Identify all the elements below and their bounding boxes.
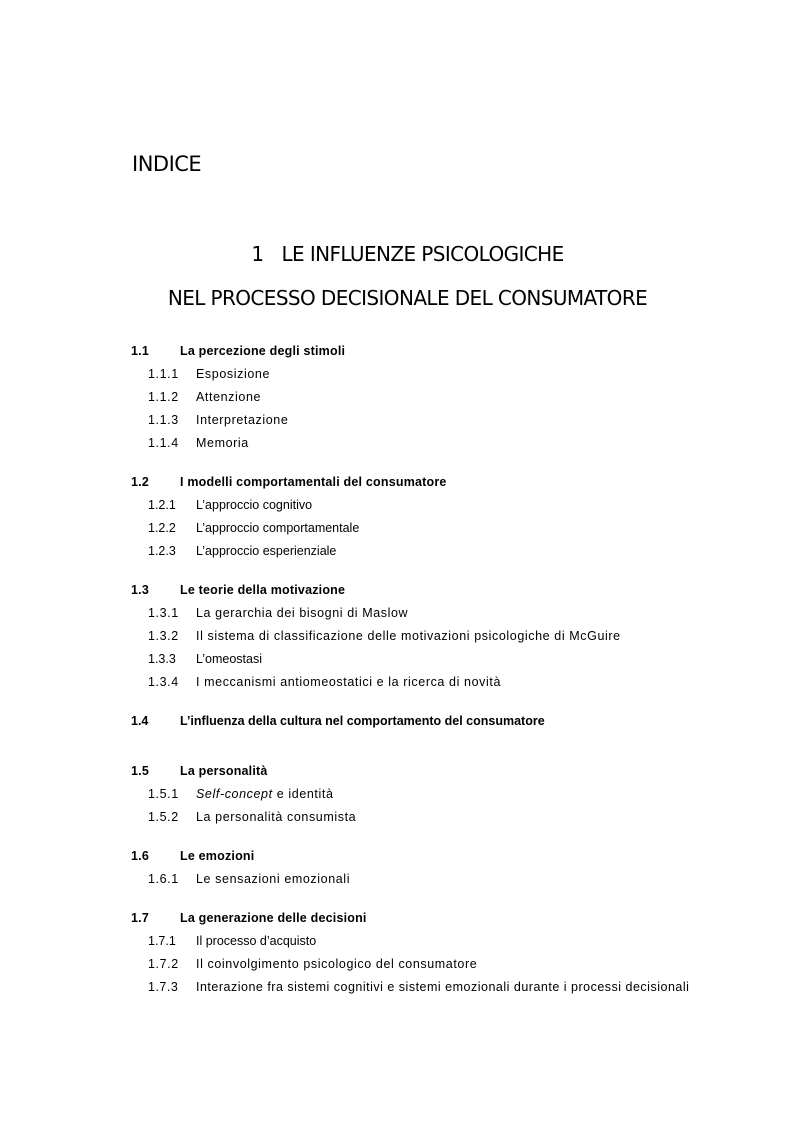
subsection-number: 1.1.4 — [148, 436, 179, 450]
subsection-title: Memoria — [196, 436, 249, 450]
section-title: La generazione delle decisioni — [180, 911, 367, 925]
chapter-title-line1 — [11, 242, 793, 266]
subsection-title: Interpretazione — [196, 413, 289, 427]
toc-subsection-1-3-4[interactable] — [148, 674, 501, 690]
toc-subsection-1-7-2[interactable] — [148, 956, 477, 972]
subsection-number: 1.7.2 — [148, 957, 179, 971]
chapter-number: 1 — [251, 242, 264, 266]
subsection-title: L’approccio cognitivo — [196, 498, 313, 512]
subsection-title: Le sensazioni emozionali — [196, 872, 351, 886]
section-title: L’influenza della cultura nel comportamento del consumatore — [180, 714, 545, 728]
toc-subsection-1-3-3[interactable] — [148, 651, 262, 667]
section-title: La percezione degli stimoli — [180, 344, 346, 358]
toc-subsection-1-1-2[interactable] — [148, 389, 261, 405]
section-number: 1.3 — [131, 583, 149, 597]
toc-section-1-4[interactable] — [131, 713, 545, 729]
subsection-title: L’approccio esperienziale — [196, 544, 337, 558]
index-heading: INDICE — [132, 152, 202, 176]
toc-section-1-1[interactable] — [131, 343, 345, 359]
toc-section-1-6[interactable] — [131, 848, 254, 864]
subsection-title: Esposizione — [196, 367, 271, 381]
toc-subsection-1-2-1[interactable] — [148, 497, 312, 513]
toc-subsection-1-6-1[interactable] — [148, 871, 350, 887]
subsection-number: 1.2.3 — [148, 544, 176, 558]
toc-subsection-1-1-3[interactable] — [148, 412, 288, 428]
toc-subsection-1-5-2[interactable] — [148, 809, 356, 825]
section-title: Le teorie della motivazione — [180, 583, 346, 597]
toc-section-1-5[interactable] — [131, 763, 268, 779]
toc-section-1-2[interactable] — [131, 474, 447, 490]
subsection-number: 1.7.1 — [148, 934, 176, 948]
subsection-number: 1.2.2 — [148, 521, 176, 535]
subsection-title-italic: Self-concept — [196, 787, 273, 801]
subsection-number: 1.6.1 — [148, 872, 179, 886]
subsection-number: 1.3.1 — [148, 606, 179, 620]
toc-subsection-1-7-1[interactable] — [148, 933, 316, 949]
subsection-number: 1.1.1 — [148, 367, 179, 381]
section-title: Le emozioni — [180, 849, 255, 863]
section-number: 1.6 — [131, 849, 149, 863]
section-number: 1.4 — [131, 714, 149, 728]
subsection-number: 1.1.3 — [148, 413, 179, 427]
section-title: La personalità — [180, 764, 268, 778]
subsection-title: La personalità consumista — [196, 810, 357, 824]
subsection-title: e identità — [272, 787, 334, 801]
section-number: 1.7 — [131, 911, 149, 925]
toc-section-1-3[interactable] — [131, 582, 345, 598]
subsection-title: Il processo d’acquisto — [196, 934, 317, 948]
subsection-number: 1.3.4 — [148, 675, 179, 689]
subsection-number: 1.5.1 — [148, 787, 179, 801]
subsection-number: 1.3.2 — [148, 629, 179, 643]
section-title: I modelli comportamentali del consumatore — [180, 475, 447, 489]
toc-subsection-1-5-1[interactable] — [148, 786, 334, 802]
section-number: 1.2 — [131, 475, 149, 489]
subsection-title: I meccanismi antiomeostatici e la ricerca di novità — [196, 675, 502, 689]
subsection-number: 1.5.2 — [148, 810, 179, 824]
subsection-number: 1.3.3 — [148, 652, 176, 666]
toc-subsection-1-3-2[interactable] — [148, 628, 621, 644]
toc-subsection-1-2-2[interactable] — [148, 520, 359, 536]
section-number: 1.5 — [131, 764, 149, 778]
subsection-title: L’approccio comportamentale — [196, 521, 360, 535]
subsection-number: 1.2.1 — [148, 498, 176, 512]
subsection-title: Il sistema di classificazione delle motivazioni psicologiche di McGuire — [196, 629, 621, 643]
subsection-title: Il coinvolgimento psicologico del consumatore — [196, 957, 478, 971]
chapter-title-text: LE INFLUENZE PSICOLOGICHE — [281, 242, 564, 266]
toc-subsection-1-3-1[interactable] — [148, 605, 408, 621]
subsection-title: Attenzione — [196, 390, 262, 404]
toc-subsection-1-1-1[interactable] — [148, 366, 270, 382]
toc-subsection-1-1-4[interactable] — [148, 435, 249, 451]
subsection-title: La gerarchia dei bisogni di Maslow — [196, 606, 409, 620]
chapter-title-line2: NEL PROCESSO DECISIONALE DEL CONSUMATORE — [167, 286, 648, 310]
subsection-number: 1.1.2 — [148, 390, 179, 404]
subsection-title: L’omeostasi — [196, 652, 263, 666]
toc-subsection-1-2-3[interactable] — [148, 543, 336, 559]
section-number: 1.1 — [131, 344, 149, 358]
subsection-number: 1.7.3 — [148, 980, 179, 994]
subsection-title: Interazione fra sistemi cognitivi e sistemi emozionali durante i processi decisionali — [196, 980, 690, 994]
toc-section-1-7[interactable] — [131, 910, 367, 926]
toc-subsection-1-7-3[interactable] — [148, 979, 689, 995]
